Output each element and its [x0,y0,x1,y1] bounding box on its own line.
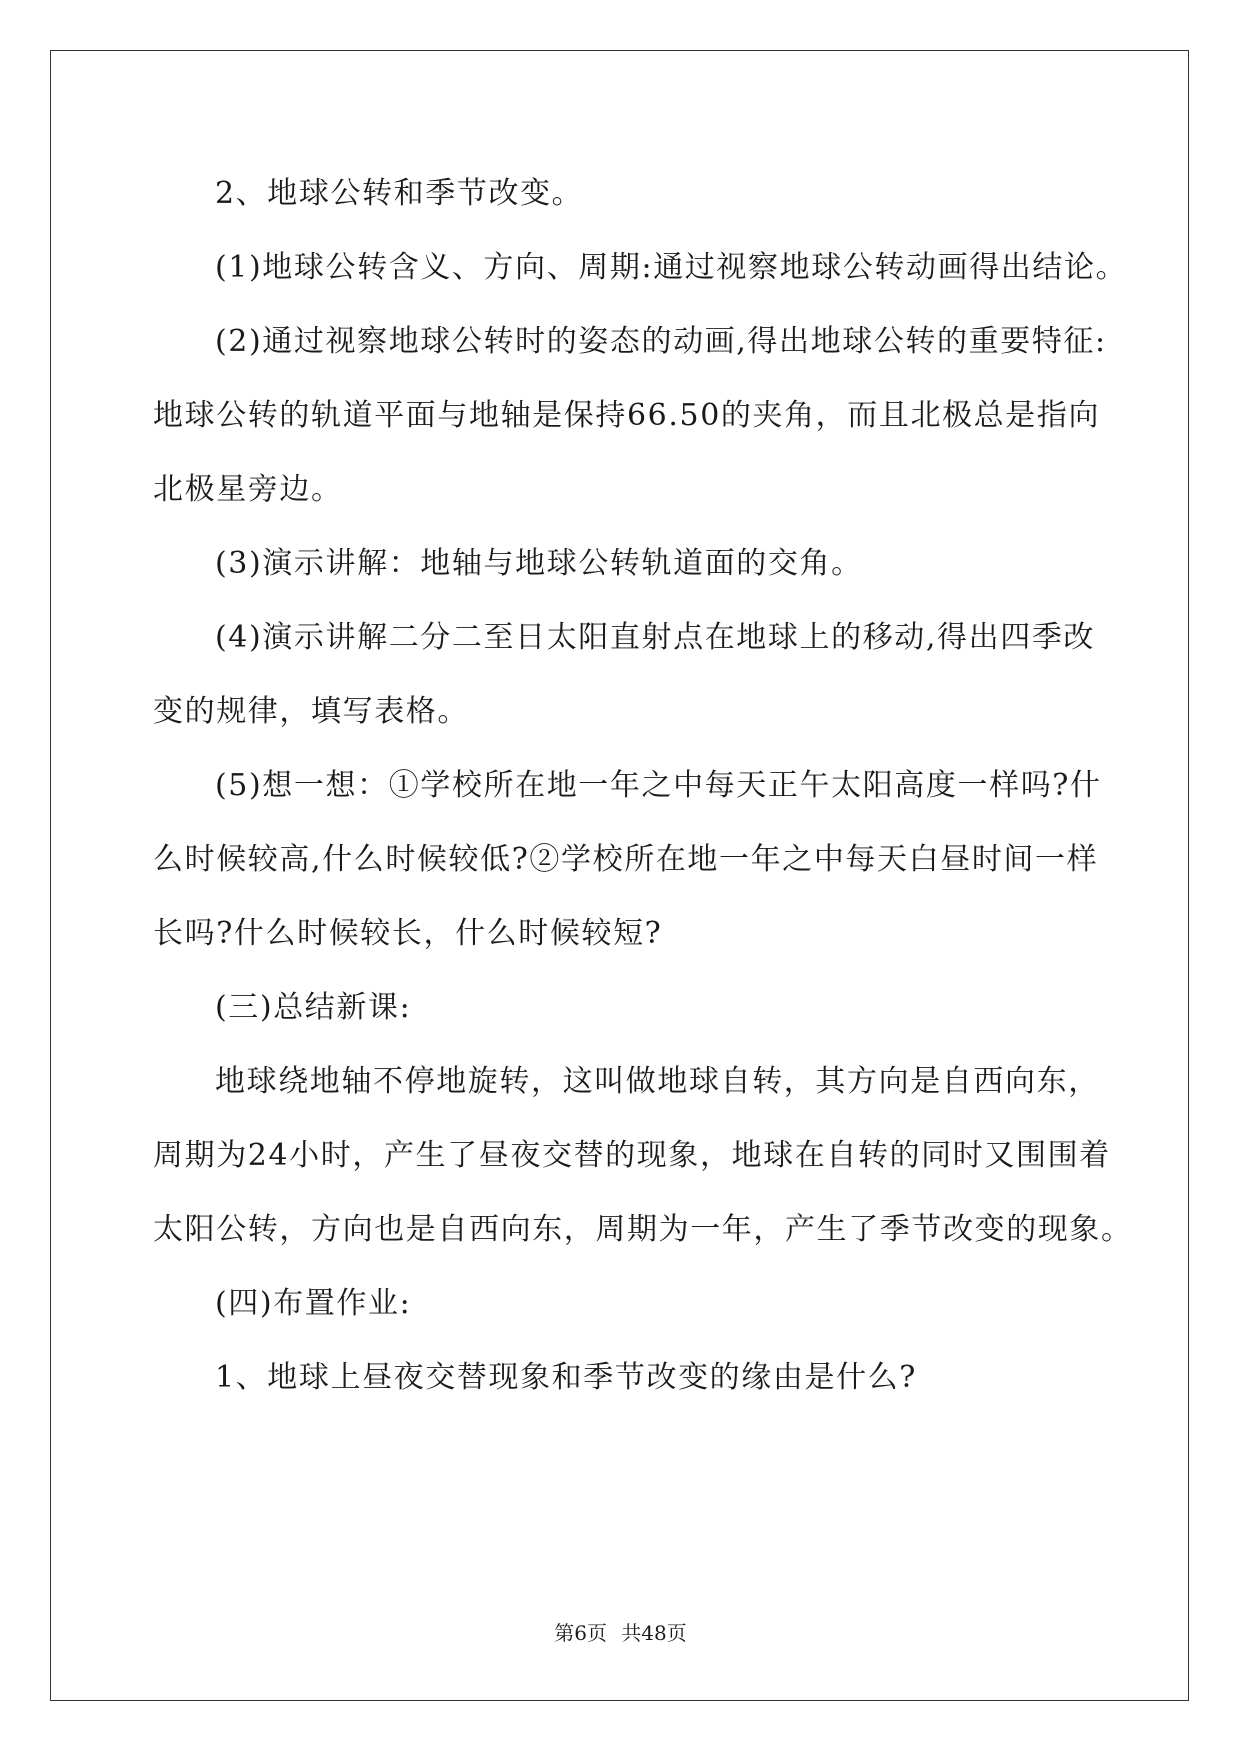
text-line-10: 么时候较高,什么时候较低?②学校所在地一年之中每天白昼时间一样 [153,842,1099,877]
text-line-9: (5)想一想：①学校所在地一年之中每天正午太阳高度一样吗?什 [215,768,1102,803]
text-line-5: 北极星旁边。 [153,472,343,507]
text-line-7: (4)演示讲解二分二至日太阳直射点在地球上的移动,得出四季改 [215,620,1096,655]
page-number: 第6页 [554,1621,607,1645]
page-total: 共48页 [621,1621,687,1645]
text-line-11: 长吗?什么时候较长，什么时候较短? [153,916,663,951]
text-line-15: 太阳公转，方向也是自西向东，周期为一年，产生了季节改变的现象。 [153,1212,1133,1247]
text-line-8: 变的规律，填写表格。 [153,694,469,729]
text-line-3: (2)通过视察地球公转时的姿态的动画,得出地球公转的重要特征: [215,324,1107,359]
text-line-6: (3)演示讲解：地轴与地球公转轨道面的交角。 [215,546,863,581]
text-line-1: 2、地球公转和季节改变。 [215,176,584,211]
section-heading-homework: (四)布置作业: [215,1286,412,1321]
text-line-4: 地球公转的轨道平面与地轴是保持66.50的夹角，而且北极总是指向 [153,398,1101,433]
text-line-14: 周期为24小时，产生了昼夜交替的现象，地球在自转的同时又围围着 [153,1138,1111,1173]
section-heading-summary: (三)总结新课: [215,990,412,1025]
text-line-13: 地球绕地轴不停地旋转，这叫做地球自转，其方向是自西向东， [215,1064,1100,1099]
text-line-2: (1)地球公转含义、方向、周期:通过视察地球公转动画得出结论。 [215,250,1128,285]
page-footer [0,1620,1241,1646]
text-line-17: 1、地球上昼夜交替现象和季节改变的缘由是什么? [215,1360,917,1395]
